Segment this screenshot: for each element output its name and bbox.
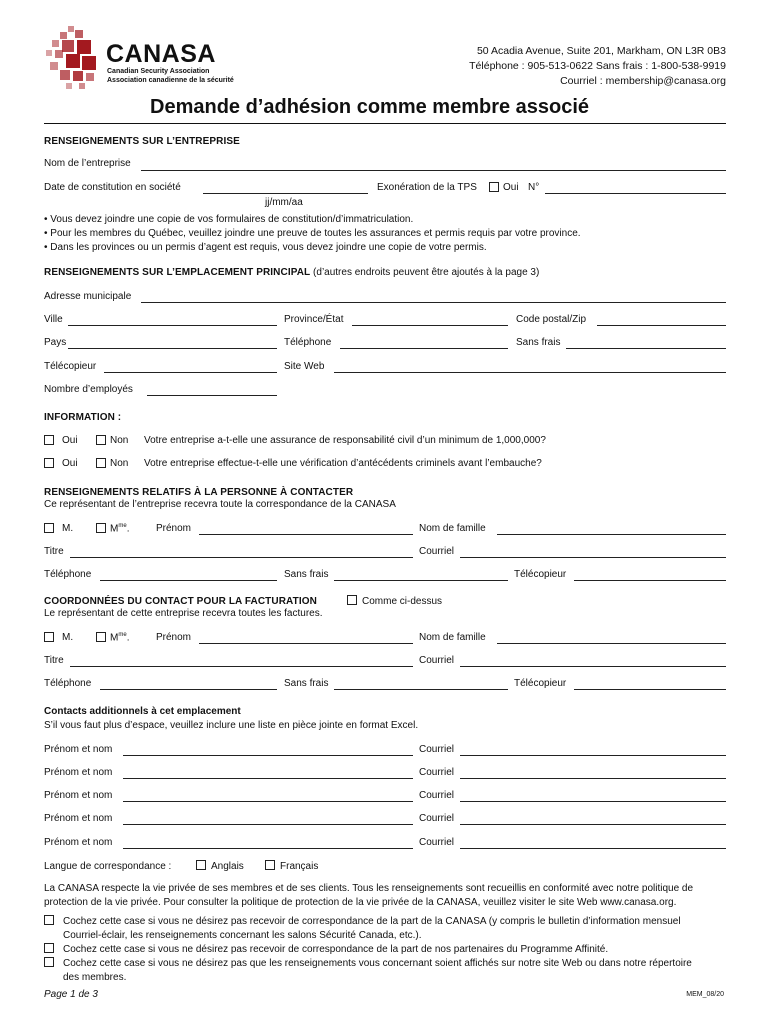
billing-mrs-label-wrap: $M^{me}$. xyxy=(110,632,130,644)
header-address: 50 Acadia Avenue, Suite 201, Markham, ON L3R 0B3 xyxy=(476,45,726,57)
language-fr-checkbox[interactable] xyxy=(265,860,275,870)
contact-tollfree-input[interactable] xyxy=(334,580,508,581)
billing-sub: Le représentant de cette entreprise recevra toutes les factures. xyxy=(44,608,323,619)
language-en-checkbox[interactable] xyxy=(196,860,206,870)
billing-firstname-label: Prénom xyxy=(156,632,192,643)
contact-mr-checkbox[interactable] xyxy=(44,523,54,533)
additional-name-label-4: Prénom et nom xyxy=(44,813,113,824)
billing-same-checkbox[interactable] xyxy=(347,595,357,605)
logo-sub-en: Canadian Security Association xyxy=(107,68,210,75)
form-code: MEM_08/20 xyxy=(686,991,724,998)
billing-same-label: Comme ci-dessus xyxy=(362,596,443,607)
additional-email-input-5[interactable] xyxy=(460,848,726,849)
q2-oui-label: Oui xyxy=(62,458,78,469)
optout-directory-text-2: des membres. xyxy=(63,972,127,983)
contact-mrs-checkbox[interactable] xyxy=(96,523,106,533)
billing-mr-label: M. xyxy=(62,632,74,643)
optout-canasa-text-1: Cochez cette case si vous ne désirez pas recevoir de correspondance de la part de la CANASA (y compris le bulletin d’information mensuel xyxy=(63,916,681,927)
privacy-text-1: La CANASA respecte la vie privée de ses membres et de ses clients. Tous les renseignements sont recueillis en conformité avec notre politique de xyxy=(44,883,694,894)
title-rule xyxy=(44,123,726,124)
additional-name-label-2: Prénom et nom xyxy=(44,767,113,778)
header-email: Courriel : membership@canasa.org xyxy=(560,75,726,87)
company-heading: RENSEIGNEMENTS SUR L’ENTREPRISE xyxy=(44,136,240,147)
billing-tollfree-input[interactable] xyxy=(334,689,508,690)
q1-text: Votre entreprise a-t-elle une assurance de responsabilité civil d’un minimum de 1,000,000? xyxy=(144,435,546,446)
tps-oui-checkbox[interactable] xyxy=(489,182,499,192)
optout-partners-checkbox[interactable] xyxy=(44,943,54,953)
logo-mark-icon xyxy=(42,24,106,90)
q1-non-checkbox[interactable] xyxy=(96,435,106,445)
postal-label: Code postal/Zip xyxy=(516,314,587,325)
information-heading: INFORMATION : xyxy=(44,412,122,423)
billing-mrs-sup: me xyxy=(118,632,127,638)
province-label: Province/État xyxy=(284,314,344,325)
company-bullet-2: • Pour les membres du Québec, veuillez joindre une preuve de toutes les assurances et permis requis par votre province. xyxy=(44,228,581,239)
contact-phone-label: Téléphone xyxy=(44,569,92,580)
language-label: Langue de correspondance : xyxy=(44,861,172,872)
company-bullet-3: • Dans les provinces ou un permis d’agent est requis, vous devez joindre une copie de votre permis. xyxy=(44,242,487,253)
address-label: Adresse municipale xyxy=(44,291,132,302)
contact-phone-input[interactable] xyxy=(100,580,277,581)
tps-number-input[interactable] xyxy=(545,193,726,194)
additional-name-input-2[interactable] xyxy=(123,778,413,779)
additional-name-input-1[interactable] xyxy=(123,755,413,756)
optout-directory-text-1: Cochez cette case si vous ne désirez pas que les renseignements vous concernant soient affichés sur notre site Web ou dans notre répertoire xyxy=(63,958,692,969)
contact-tollfree-label: Sans frais xyxy=(284,569,329,580)
company-bullet-1: • Vous devez joindre une copie de vos formulaires de constitution/d’immatriculation. xyxy=(44,214,414,225)
city-label: Ville xyxy=(44,314,63,325)
logo-name: CANASA xyxy=(106,40,216,68)
additional-sub: S’il vous faut plus d’espace, veuillez inclure une liste en pièce jointe en format Excel. xyxy=(44,720,419,731)
company-name-label: Nom de l’entreprise xyxy=(44,158,131,169)
contact-firstname-label: Prénom xyxy=(156,523,192,534)
q1-non-label: Non xyxy=(110,435,129,446)
billing-mrs-checkbox[interactable] xyxy=(96,632,106,642)
contact-lastname-input[interactable] xyxy=(497,534,726,535)
tollfree-input[interactable] xyxy=(566,348,726,349)
phone-label: Téléphone xyxy=(284,337,332,348)
location-heading-note: (d’autres endroits peuvent être ajoutés à la page 3) xyxy=(313,267,540,278)
contact-mr-label: M. xyxy=(62,523,74,534)
address-input[interactable] xyxy=(141,302,726,303)
contact-fax-label: Télécopieur xyxy=(514,569,567,580)
additional-name-input-5[interactable] xyxy=(123,848,413,849)
page-number: Page 1 de 3 xyxy=(44,989,98,1000)
additional-email-input-2[interactable] xyxy=(460,778,726,779)
employees-label: Nombre d’employés xyxy=(44,384,133,395)
contact-mrs-label-wrap: $M^{me}$. xyxy=(110,523,130,535)
contact-title-label: Titre xyxy=(44,546,64,557)
location-heading: RENSEIGNEMENTS SUR L’EMPLACEMENT PRINCIPAL xyxy=(44,267,311,278)
billing-fax-input[interactable] xyxy=(574,689,726,690)
website-label: Site Web xyxy=(284,361,325,372)
province-input[interactable] xyxy=(352,325,508,326)
contact-mrs-label: M xyxy=(110,523,119,535)
additional-email-input-4[interactable] xyxy=(460,824,726,825)
company-name-input[interactable] xyxy=(141,170,726,171)
contact-sub: Ce représentant de l’entreprise recevra toute la correspondance de la CANASA xyxy=(44,499,396,510)
billing-title-label: Titre xyxy=(44,655,64,666)
additional-name-input-4[interactable] xyxy=(123,824,413,825)
fax-input[interactable] xyxy=(104,372,277,373)
billing-mrs-label: M xyxy=(110,632,119,644)
country-label: Pays xyxy=(44,337,67,348)
header-phone: Téléphone : 905-513-0622 Sans frais : 1-800-538-9919 xyxy=(469,60,726,72)
billing-heading: COORDONNÉES DU CONTACT POUR LA FACTURATION xyxy=(44,596,317,607)
additional-name-input-3[interactable] xyxy=(123,801,413,802)
language-fr-label: Français xyxy=(280,861,319,872)
billing-phone-input[interactable] xyxy=(100,689,277,690)
q2-oui-checkbox[interactable] xyxy=(44,458,54,468)
additional-email-input-3[interactable] xyxy=(460,801,726,802)
optout-canasa-checkbox[interactable] xyxy=(44,915,54,925)
q2-text: Votre entreprise effectue-t-elle une vérification d’antécédents criminels avant l’embauche? xyxy=(144,458,542,469)
logo-sub-fr: Association canadienne de la sécurité xyxy=(107,77,234,84)
billing-fax-label: Télécopieur xyxy=(514,678,567,689)
billing-title-input[interactable] xyxy=(70,666,413,667)
billing-email-input[interactable] xyxy=(460,666,726,667)
billing-phone-label: Téléphone xyxy=(44,678,92,689)
incorp-label: Date de constitution en société xyxy=(44,182,181,193)
billing-lastname-input[interactable] xyxy=(497,643,726,644)
tps-oui-label: Oui xyxy=(503,182,519,193)
additional-heading: Contacts additionnels à cet emplacement xyxy=(44,706,241,717)
country-input[interactable] xyxy=(68,348,277,349)
additional-email-label-4: Courriel xyxy=(419,813,455,824)
billing-tollfree-label: Sans frais xyxy=(284,678,329,689)
fax-label: Télécopieur xyxy=(44,361,97,372)
additional-name-label-5: Prénom et nom xyxy=(44,837,113,848)
optout-canasa-text-2: Courriel-éclair, les renseignements concernant les salons Sécurité Canada, etc.). xyxy=(63,930,422,941)
city-input[interactable] xyxy=(68,325,277,326)
tps-label: Exonération de la TPS xyxy=(377,182,477,193)
contact-mrs-sup: me xyxy=(118,523,127,529)
q1-oui-label: Oui xyxy=(62,435,78,446)
additional-email-input-1[interactable] xyxy=(460,755,726,756)
optout-directory-checkbox[interactable] xyxy=(44,957,54,967)
location-heading-row xyxy=(44,267,539,278)
contact-lastname-label: Nom de famille xyxy=(419,523,486,534)
contact-fax-input[interactable] xyxy=(574,580,726,581)
tps-no-label: N° xyxy=(528,182,540,193)
logo xyxy=(42,24,106,90)
tollfree-label: Sans frais xyxy=(516,337,561,348)
contact-email-input[interactable] xyxy=(460,557,726,558)
language-en-label: Anglais xyxy=(211,861,244,872)
postal-input[interactable] xyxy=(597,325,726,326)
q2-non-checkbox[interactable] xyxy=(96,458,106,468)
q1-oui-checkbox[interactable] xyxy=(44,435,54,445)
additional-email-label-5: Courriel xyxy=(419,837,455,848)
additional-email-label-3: Courriel xyxy=(419,790,455,801)
incorp-date-input[interactable] xyxy=(203,193,368,194)
phone-input[interactable] xyxy=(340,348,508,349)
additional-name-label-1: Prénom et nom xyxy=(44,744,113,755)
billing-mr-checkbox[interactable] xyxy=(44,632,54,642)
optout-partners-text: Cochez cette case si vous ne désirez pas recevoir de correspondance de la part de nos partenaires du Programme Affinité. xyxy=(63,944,609,955)
additional-name-label-3: Prénom et nom xyxy=(44,790,113,801)
billing-firstname-input[interactable] xyxy=(199,643,413,644)
additional-email-label-2: Courriel xyxy=(419,767,455,778)
contact-heading: RENSEIGNEMENTS RELATIFS À LA PERSONNE À CONTACTER xyxy=(44,487,354,498)
contact-firstname-input[interactable] xyxy=(199,534,413,535)
contact-title-input[interactable] xyxy=(70,557,413,558)
website-input[interactable] xyxy=(334,372,726,373)
q2-non-label: Non xyxy=(110,458,129,469)
date-hint: jj/mm/aa xyxy=(265,197,303,208)
contact-email-label: Courriel xyxy=(419,546,455,557)
employees-input[interactable] xyxy=(147,395,277,396)
additional-email-label-1: Courriel xyxy=(419,744,455,755)
billing-email-label: Courriel xyxy=(419,655,455,666)
page-title: Demande d’adhésion comme membre associé xyxy=(150,96,590,118)
privacy-text-2: protection de la vie privée. Pour consulter la politique de protection de la vie privée de la CANASA, veuillez visiter le site Web www.canasa.org. xyxy=(44,897,677,908)
billing-lastname-label: Nom de famille xyxy=(419,632,486,643)
